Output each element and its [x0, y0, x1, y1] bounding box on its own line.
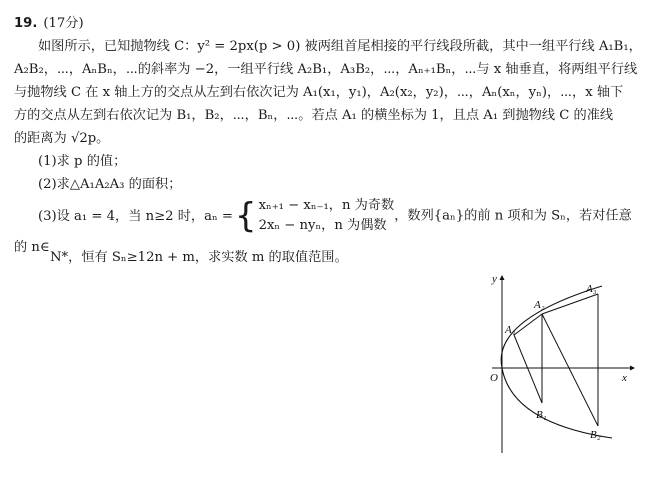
segment-A1B1 [514, 335, 542, 403]
parabola-figure [472, 268, 637, 458]
problem-text [14, 12, 642, 196]
piecewise-cases [259, 196, 395, 236]
case-odd: xₙ₊₁ − xₙ₋₁，n 为奇数 [258, 198, 395, 213]
origin-label: O [490, 372, 498, 384]
problem-header [14, 12, 638, 35]
point-label-B2: B₂ [590, 429, 601, 441]
sub-question-2: (2)求△A₁A₂A₃ 的面积； [38, 177, 182, 192]
left-brace: { [234, 196, 257, 236]
body-line-2: A₂B₂，⋯，AₙBₙ，⋯的斜率为 −2，一组平行线 A₂B₁，A₃B₂，⋯，Aₙ₊₁Bₙ，⋯与 x 轴垂直，将两组平行线 [14, 62, 638, 77]
sub3-continuation: N*，恒有 Sₙ≥12n + m，求实数 m 的取值范围。 [50, 250, 348, 265]
y-axis-label: y [492, 273, 497, 285]
point-label-A3: A₃ [586, 283, 597, 295]
segment-A1A2 [514, 314, 542, 335]
point-label-A2: A₂ [534, 299, 545, 311]
point-label-B1: B₁ [536, 409, 547, 421]
x-axis-label: x [622, 372, 627, 384]
problem-score: (17分) [43, 16, 84, 31]
body-line-1: 如图所示，已知抛物线 C：y² = 2px(p > 0) 被两组首尾相接的平行线段所截，其中一组平行线 A₁B₁， [38, 39, 642, 54]
segment-A2B2 [542, 314, 598, 426]
body-line-5: 的距离为 √2p。 [14, 131, 110, 146]
body-line-4: 方的交点从左到右依次记为 B₁，B₂，⋯，Bₙ，⋯。若点 A₁ 的横坐标为 1，且点 A₁ 到抛物线 C 的准线 [14, 108, 614, 123]
problem-number: 19. [14, 16, 38, 31]
case-even: 2xₙ − nyₙ，n 为偶数 [258, 218, 387, 233]
body-line-3: 与抛物线 C 在 x 轴上方的交点从左到右依次记为 A₁(x₁，y₁)，A₂(x₂，y₂)，⋯，Aₙ(xₙ，yₙ)，⋯，x 轴下 [14, 85, 624, 100]
x-axis-arrow-icon [630, 366, 635, 371]
piecewise-definition [233, 196, 394, 236]
y-axis-arrow-icon [500, 275, 505, 280]
sub-question-1: (1)求 p 的值； [38, 154, 127, 169]
point-label-A1: A₁ [505, 324, 516, 336]
sub3-suffix: ，数列{aₙ}的前 n 项和为 Sₙ，若对任意的 n∈ [14, 208, 632, 255]
sub3-prefix: (3)设 a₁ = 4，当 n≥2 时，aₙ = [38, 208, 233, 224]
